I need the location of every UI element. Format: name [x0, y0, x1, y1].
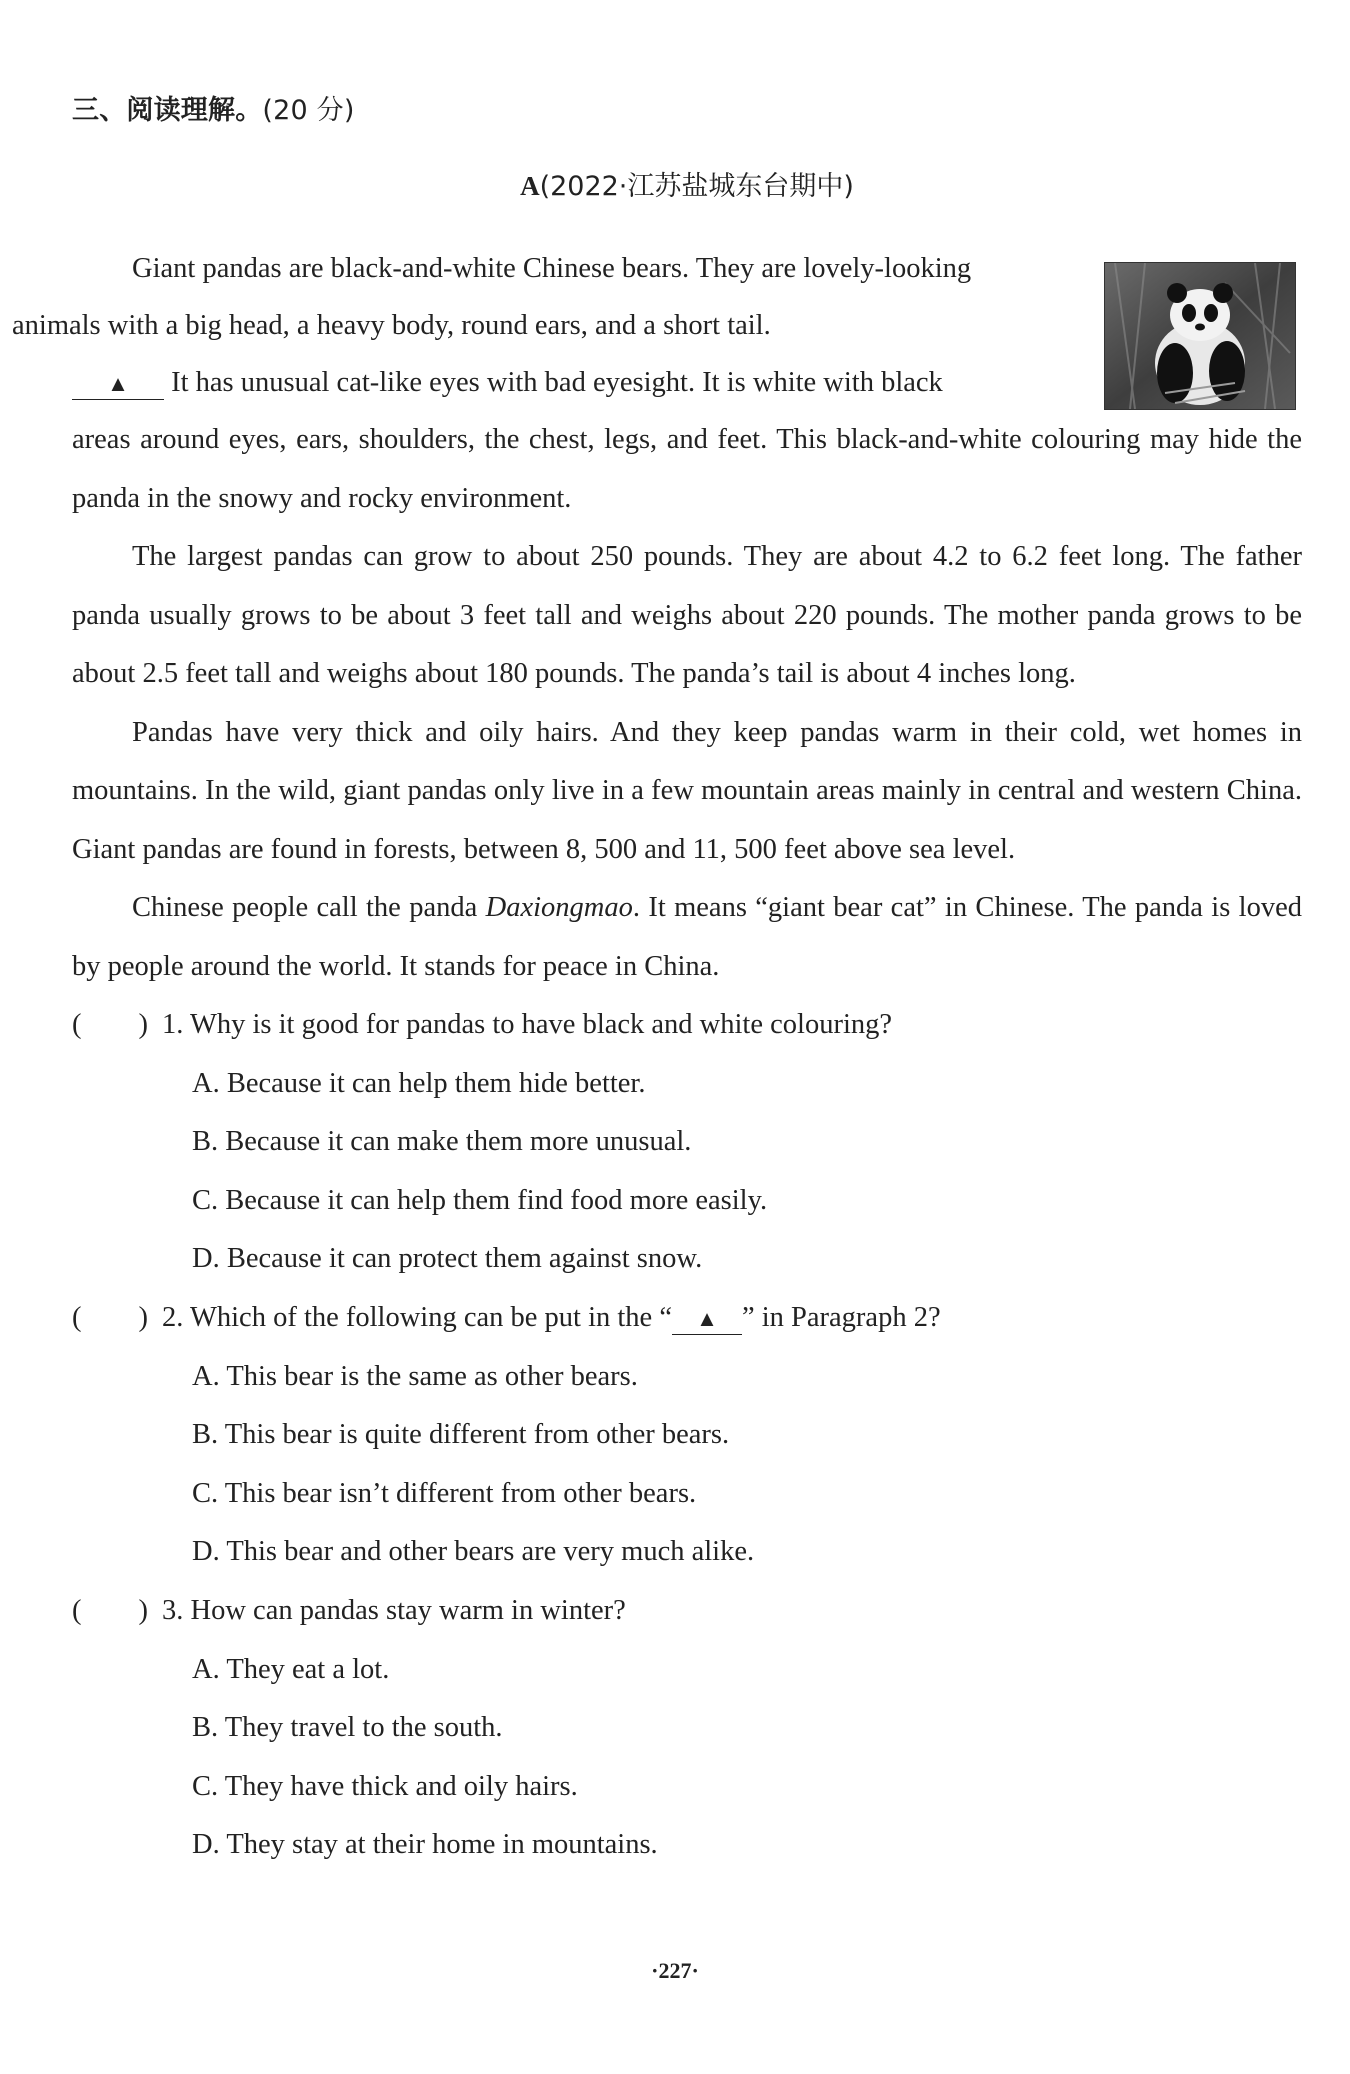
question-1-text: 1. Why is it good for pandas to have black and white colouring?: [162, 1009, 893, 1040]
paragraph-3: Pandas have very thick and oily hairs. And they keep pandas warm in their cold, wet homes in mountains. In the wild, giant pandas only live in a few mountain areas mainly in central and western China. Giant pandas are found in forests, between 8, 500 and 11, 500 feet above sea level.: [72, 716, 1302, 865]
question-1-options: [72, 1055, 1302, 1289]
question-2-blank: [672, 1303, 742, 1335]
option-c: C. Because it can help them find food more easily.: [192, 1184, 768, 1216]
answer-bracket[interactable]: ( ): [72, 1594, 148, 1626]
option-a: A. Because it can help them hide better.: [192, 1067, 646, 1099]
question-3: [72, 1582, 1302, 1875]
option-b: B. They travel to the south.: [192, 1712, 503, 1744]
option-d: D. Because it can protect them against snow.: [192, 1243, 703, 1275]
question-1-stem: [72, 996, 1302, 1055]
question-3-text: 3. How can pandas stay warm in winter?: [162, 1594, 626, 1626]
paragraph-4-after: . It means “giant bear cat” in Chinese. The panda is loved by people around the world. It stands for peace in China.: [72, 892, 1302, 982]
paragraph-4-italic: Daxiongmao: [485, 892, 633, 923]
option-d: D. They stay at their home in mountains.: [192, 1829, 658, 1861]
question-2-stem: [72, 1289, 1302, 1348]
section-heading-text: 三、阅读理解。: [72, 95, 263, 126]
paragraph-2: The largest pandas can grow to about 250 pounds. They are about 4.2 to 6.2 feet long. The father panda usually grows to be about 3 feet tall and weighs about 220 pounds. The mother panda grows to be about 2.5 feet tall and weighs about 180 pounds. The panda’s tail is about 4 inches long.: [72, 541, 1302, 689]
paragraph-1-head: [12, 240, 1102, 411]
passage-letter: A: [520, 171, 540, 201]
option-b: B. Because it can make them more unusual.: [192, 1126, 692, 1158]
question-1: [72, 996, 1302, 1289]
paragraph-4-before: Chinese people call the panda: [132, 892, 486, 923]
question-2-text: [162, 1289, 941, 1348]
paragraph-1-rest: areas around eyes, ears, shoulders, the chest, legs, and feet. This black-and-white colouring may hide the panda in the snowy and rocky environment.: [72, 424, 1302, 514]
option-a: A. They eat a lot.: [192, 1653, 390, 1685]
page-number: ·227·: [651, 1958, 699, 1983]
paragraph-1-line-2: animals with a big head, a heavy body, round ears, and a short tail.: [12, 310, 771, 341]
option-c: C. This bear isn’t different from other bears.: [192, 1477, 697, 1509]
answer-bracket[interactable]: ( ): [72, 1301, 148, 1333]
question-2-before: 2. Which of the following can be put in the “: [162, 1301, 672, 1333]
passage-title: [72, 159, 1302, 213]
question-3-options: [72, 1641, 1302, 1875]
option-d: D. This bear and other bears are very much alike.: [192, 1536, 755, 1568]
paragraph-1-line-3: It has unusual cat-like eyes with bad eyesight. It is white with black: [171, 367, 943, 398]
paragraph-1-blank: [72, 368, 164, 400]
panda-photo: [1104, 262, 1296, 410]
question-2-after: ” in Paragraph 2?: [741, 1301, 941, 1333]
option-a: A. This bear is the same as other bears.: [192, 1360, 638, 1392]
triangle-icon: ▲: [107, 371, 129, 396]
question-3-stem: [72, 1582, 1302, 1641]
section-heading: [72, 88, 1302, 132]
paragraph-4: [72, 879, 1302, 996]
answer-bracket[interactable]: ( ): [72, 1009, 148, 1040]
question-2-options: [72, 1348, 1302, 1582]
passage-source: (2022·江苏盐城东台期中): [539, 171, 854, 202]
question-2: [72, 1289, 1302, 1582]
option-b: B. This bear is quite different from other bears.: [192, 1419, 730, 1451]
paragraph-1: [12, 240, 1302, 528]
option-c: C. They have thick and oily hairs.: [192, 1770, 578, 1802]
paragraph-1-line-1: Giant pandas are black-and-white Chinese bears. They are lovely-looking: [132, 253, 972, 284]
triangle-icon: ▲: [696, 1305, 718, 1331]
section-points: (20 分): [262, 95, 355, 126]
